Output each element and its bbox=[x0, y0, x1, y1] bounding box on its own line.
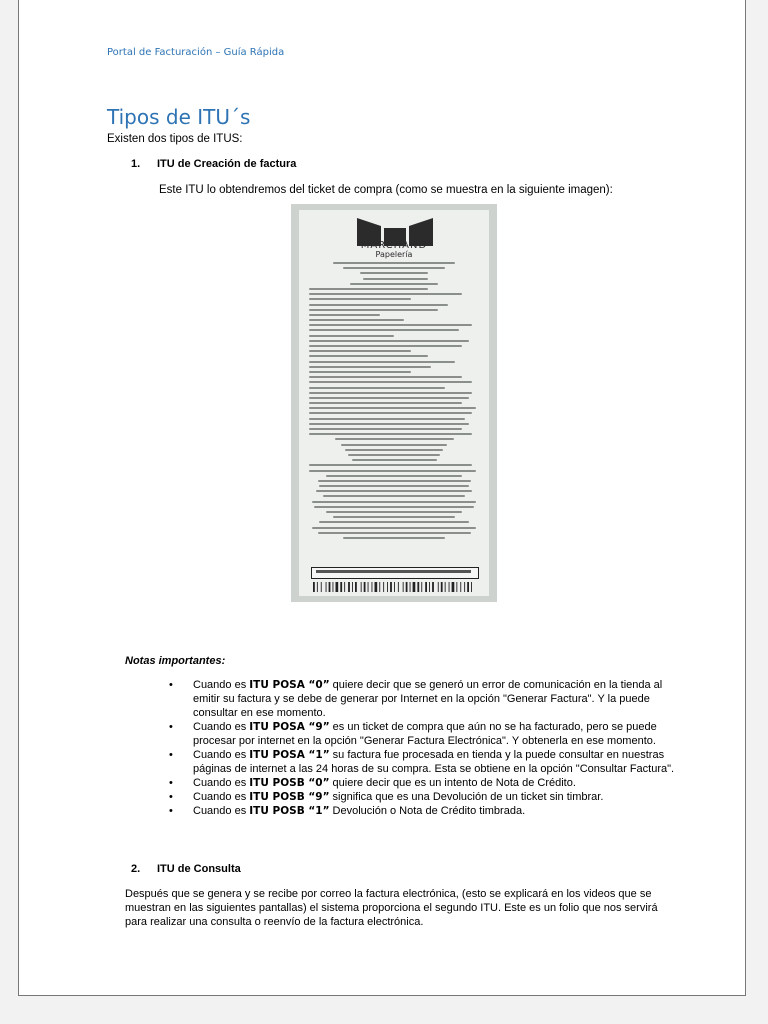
list-item: • Cuando es ITU POSA “0” quiere decir que se generó un error de comunicación en la tienda al emitir su factura y se debe de generar por Internet en la opción "Generar Factura". Y la puede consultar en ese momento. bbox=[169, 678, 689, 720]
section-1-title: ITU de Creación de factura bbox=[157, 158, 297, 170]
intro-text: Existen dos tipos de ITUS: bbox=[107, 133, 243, 145]
section-2-title: ITU de Consulta bbox=[157, 863, 241, 875]
list-item: • Cuando es ITU POSA “1” su factura fue procesada en tienda y la puede consultar en nuestras páginas de internet a las 24 horas de su compra. Esta se obtiene en la opción "Consultar Factura". bbox=[169, 748, 689, 776]
page-title: Tipos de ITU´s bbox=[107, 105, 251, 129]
itu-code: ITU POSA “1” bbox=[249, 749, 330, 761]
itu-code: ITU POSB “9” bbox=[249, 791, 330, 803]
receipt-brand-sub: Papelería bbox=[375, 250, 413, 259]
document-page bbox=[18, 0, 746, 996]
section-2-number: 2. bbox=[131, 863, 141, 875]
section-1-heading bbox=[131, 158, 296, 170]
list-item: • Cuando es ITU POSB “9” significa que es una Devolución de un ticket sin timbrar. bbox=[169, 790, 689, 804]
section-2-heading bbox=[131, 863, 241, 875]
itu-code: ITU POSA “0” bbox=[249, 679, 330, 691]
section-1-number: 1. bbox=[131, 158, 141, 170]
notes-list bbox=[169, 678, 689, 818]
itu-code: ITU POSB “1” bbox=[249, 805, 330, 817]
list-item: • Cuando es ITU POSB “1” Devolución o Nota de Crédito timbrada. bbox=[169, 804, 689, 818]
page-header: Portal de Facturación – Guía Rápida bbox=[107, 47, 285, 58]
list-item: • Cuando es ITU POSB “0” quiere decir que es un intento de Nota de Crédito. bbox=[169, 776, 689, 790]
section-2-paragraph: Después que se genera y se recibe por correo la factura electrónica, (esto se explicará en los videos que se muestran en las siguientes pantallas) el sistema proporciona el segundo ITU. Este es un folio que nos servirá para realizar una consulta o reenvío de la factura electrónica. bbox=[125, 888, 658, 928]
notes-heading: Notas importantes: bbox=[125, 655, 226, 667]
itu-code: ITU POSA “9” bbox=[249, 721, 330, 733]
itu-code: ITU POSB “0” bbox=[249, 777, 330, 789]
receipt-text-lines bbox=[309, 262, 479, 542]
receipt-barcode bbox=[313, 582, 475, 592]
list-item: • Cuando es ITU POSA “9” es un ticket de compra que aún no se ha facturado, pero se puede procesar por internet en la opción "Generar Factura Electrónica". Y obtenerla en ese momento. bbox=[169, 720, 689, 748]
receipt-photo bbox=[291, 204, 497, 602]
section-1-lead: Este ITU lo obtendremos del ticket de compra (como se muestra en la siguiente imagen): bbox=[159, 184, 613, 196]
receipt-itu-box bbox=[311, 567, 479, 579]
receipt-paper bbox=[299, 210, 489, 596]
receipt-brand-name: MARCHAND bbox=[360, 240, 428, 251]
